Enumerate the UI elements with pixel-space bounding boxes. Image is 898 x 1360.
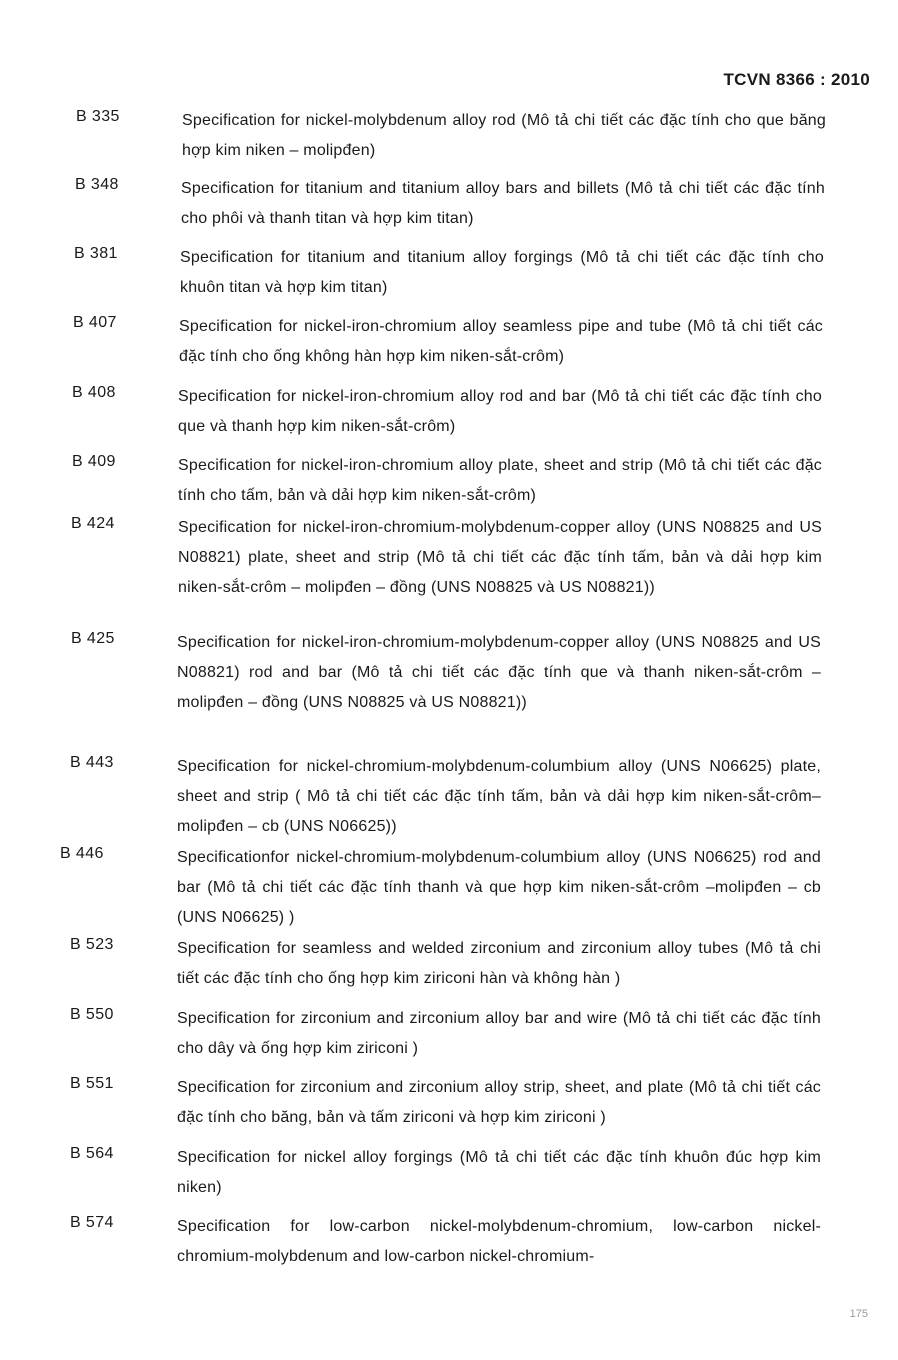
- reference-code: B 409: [72, 453, 116, 470]
- reference-description: Specification for nickel-chromium-molybdenum-columbium alloy (UNS N06625) plate, sheet and strip ( Mô tả chi tiết các đặc tính tấm, bản và dải hợp kim niken-sắt-crôm– molipđen – cb (UNS N06625)): [177, 758, 821, 835]
- reference-code: B 564: [70, 1145, 114, 1162]
- reference-code: B 550: [70, 1006, 114, 1023]
- reference-code: B 335: [76, 108, 120, 125]
- reference-code: B 551: [70, 1075, 114, 1092]
- reference-code: B 348: [75, 176, 119, 193]
- reference-description: Specification for nickel-iron-chromium alloy rod and bar (Mô tả chi tiết các đặc tính cho que và thanh hợp kim niken-sắt-crôm): [178, 388, 822, 435]
- reference-description: Specification for nickel-iron-chromium alloy seamless pipe and tube (Mô tả chi tiết các đặc tính cho ống không hàn hợp kim niken-sắt-crôm): [179, 318, 823, 365]
- reference-description: Specification for seamless and welded zirconium and zirconium alloy tubes (Mô tả chi tiết các đặc tính cho ống hợp kim ziriconi hàn và không hàn ): [177, 940, 821, 987]
- reference-description: Specification for nickel-iron-chromium-molybdenum-copper alloy (UNS N08825 and US N08821) rod and bar (Mô tả chi tiết các đặc tính que và thanh niken-sắt-crôm – molipđen – đồng (UNS N08825 và US N08821)): [177, 634, 821, 711]
- standard-header: TCVN 8366 : 2010: [723, 70, 870, 89]
- reference-code: B 381: [74, 245, 118, 262]
- reference-description: Specification for nickel alloy forgings (Mô tả chi tiết các đặc tính khuôn đúc hợp kim niken): [177, 1149, 821, 1196]
- reference-code: B 574: [70, 1214, 114, 1231]
- page-number: 175: [849, 1308, 868, 1320]
- reference-description: Specification for zirconium and zirconium alloy bar and wire (Mô tả chi tiết các đặc tính cho dây và ống hợp kim ziriconi ): [177, 1010, 821, 1057]
- reference-description: Specification for zirconium and zirconium alloy strip, sheet, and plate (Mô tả chi tiết các đặc tính cho băng, bản và tấm ziriconi và hợp kim ziriconi ): [177, 1079, 821, 1126]
- reference-description: Specification for nickel-iron-chromium alloy plate, sheet and strip (Mô tả chi tiết các đặc tính cho tấm, bản và dải hợp kim niken-sắt-crôm): [178, 457, 822, 504]
- reference-code: B 425: [71, 630, 115, 647]
- reference-description: Specification for nickel-iron-chromium-molybdenum-copper alloy (UNS N08825 and US N08821) plate, sheet and strip (Mô tả chi tiết các đặc tính tấm, bản và dải hợp kim niken-sắt-crôm – molipđen – đồng (UNS N08825 và US N08821)): [178, 519, 822, 596]
- reference-code: B 408: [72, 384, 116, 401]
- reference-description: Specification for nickel-molybdenum alloy rod (Mô tả chi tiết các đặc tính cho que băng hợp kim niken – molipđen): [182, 112, 826, 159]
- reference-description: Specificationfor nickel-chromium-molybdenum-columbium alloy (UNS N06625) rod and bar (Mô tả chi tiết các đặc tính thanh và que hợp kim niken-sắt-crôm –molipđen – cb (UNS N06625) ): [177, 849, 821, 926]
- reference-description: Specification for low-carbon nickel-molybdenum-chromium, low-carbon nickel-chromium-molybdenum and low-carbon nickel-chromium-: [177, 1218, 821, 1265]
- reference-description: Specification for titanium and titanium alloy bars and billets (Mô tả chi tiết các đặc tính cho phôi và thanh titan và hợp kim titan): [181, 180, 825, 227]
- reference-code: B 424: [71, 515, 115, 532]
- reference-code: B 523: [70, 936, 114, 953]
- reference-code: B 443: [70, 754, 114, 771]
- reference-code: B 446: [60, 845, 104, 862]
- reference-description: Specification for titanium and titanium alloy forgings (Mô tả chi tiết các đặc tính cho khuôn titan và hợp kim titan): [180, 249, 824, 296]
- reference-code: B 407: [73, 314, 117, 331]
